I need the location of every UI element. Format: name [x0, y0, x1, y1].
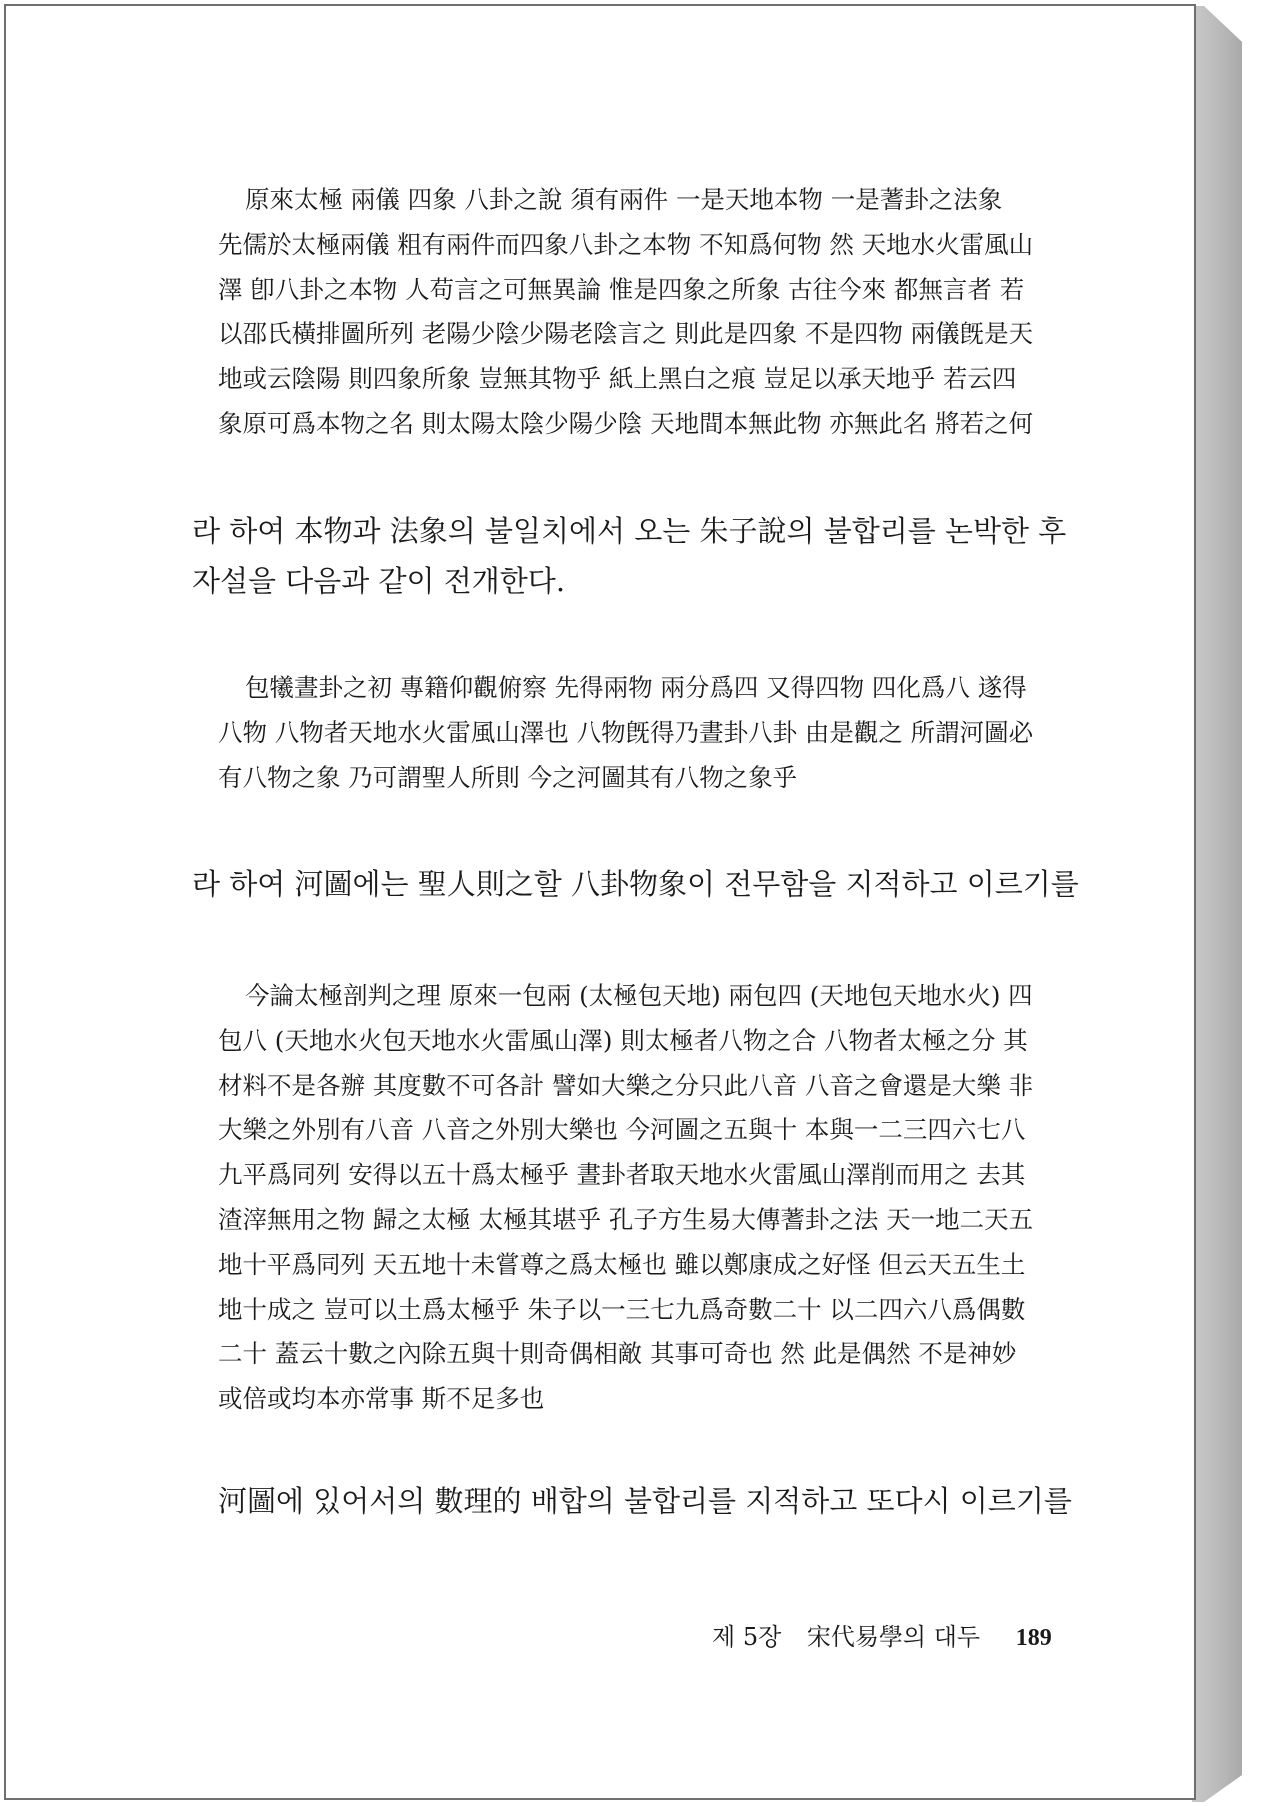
- quotation-block-1: [218, 178, 1088, 447]
- quote-line: 象原可爲本物之名 則太陽太陰少陽少陰 天地間本無此物 亦無此名 將若之何: [218, 408, 1034, 438]
- quote-line: 渣滓無用之物 歸之太極 太極其堪乎 孔子方生易大傳蓍卦之法 天一地二天五: [218, 1204, 1034, 1234]
- quote-line: 以邵氏橫排圖所列 老陽少陰少陽老陰言之 則此是四象 不是四物 兩儀旣是天: [218, 319, 1034, 349]
- page-edge-shadow: [1192, 6, 1242, 1802]
- quote-line: 包八 (天地水火包天地水火雷風山澤) 則太極者八物之合 八物者太極之分 其: [218, 1025, 1028, 1055]
- quote-line: 今論太極剖判之理 原來一包兩 (太極包天地) 兩包四 (天地包天地水火) 四: [245, 981, 1033, 1010]
- quote-line: 或倍或均本亦常事 斯不足多也: [218, 1384, 545, 1414]
- quote-line: 先儒於太極兩儀 粗有兩件而四象八卦之本物 不知爲何物 然 天地水火雷風山: [218, 229, 1034, 259]
- prose-paragraph-3: [218, 1476, 1118, 1526]
- quote-line: 澤 卽八卦之本物 人苟言之可無異論 惟是四象之所象 古往今來 都無言者 若: [218, 274, 1025, 304]
- prose-paragraph-1: [192, 506, 1092, 606]
- quote-line: 地或云陰陽 則四象所象 豈無其物乎 紙上黑白之痕 豈足以承天地乎 若云四: [218, 364, 1017, 394]
- page-number: 189: [1015, 1625, 1052, 1651]
- quote-line: 材料不是各辦 其度數不可各計 譬如大樂之分只此八音 八音之會還是大樂 非: [218, 1070, 1034, 1100]
- quotation-block-3: [218, 974, 1088, 1422]
- prose-line: 라 하여 本物과 法象의 불일치에서 오는 朱子說의 불합리를 논박한 후: [192, 514, 1067, 548]
- quote-line: 有八物之象 乃可謂聖人所則 今之河圖其有八物之象乎: [218, 762, 798, 792]
- prose-line: 라 하여 河圖에는 聖人則之할 八卦物象이 전무함을 지적하고 이르기를: [192, 867, 1079, 901]
- quote-line: 包犧晝卦之初 專籍仰觀俯察 先得兩物 兩分爲四 又得四物 四化爲八 遂得: [245, 673, 1027, 702]
- footer-title: 宋代易學의 대두: [806, 1623, 981, 1651]
- prose-paragraph-2: [192, 859, 1092, 909]
- prose-line: 河圖에 있어서의 數理的 배합의 불합리를 지적하고 또다시 이르기를: [218, 1484, 1072, 1518]
- quote-line: 原來太極 兩儀 四象 八卦之說 須有兩件 一是天地本物 一是蓍卦之法象: [245, 185, 1003, 214]
- footer-chapter: 제 5장: [712, 1623, 782, 1651]
- quotation-block-2: [218, 666, 1088, 800]
- quote-line: 九平爲同列 安得以五十爲太極乎 晝卦者取天地水火雷風山澤削而用之 去其: [218, 1160, 1026, 1190]
- quote-line: 大樂之外別有八音 八音之外別大樂也 今河圖之五與十 本與一二三四六七八: [218, 1115, 1026, 1145]
- prose-line: 자설을 다음과 같이 전개한다.: [192, 564, 566, 598]
- quote-line: 地十平爲同列 天五地十未嘗尊之爲太極也 雖以鄭康成之好怪 但云天五生土: [218, 1249, 1026, 1279]
- running-footer: [712, 1617, 1052, 1652]
- quote-line: 二十 蓋云十數之內除五與十則奇偶相敵 其事可奇也 然 此是偶然 不是神妙: [218, 1339, 1017, 1369]
- book-page: [4, 4, 1196, 1800]
- quote-line: 八物 八物者天地水火雷風山澤也 八物旣得乃晝卦八卦 由是觀之 所謂河圖必: [218, 717, 1034, 747]
- quote-line: 地十成之 豈可以土爲太極乎 朱子以一三七九爲奇數二十 以二四六八爲偶數: [218, 1294, 1026, 1324]
